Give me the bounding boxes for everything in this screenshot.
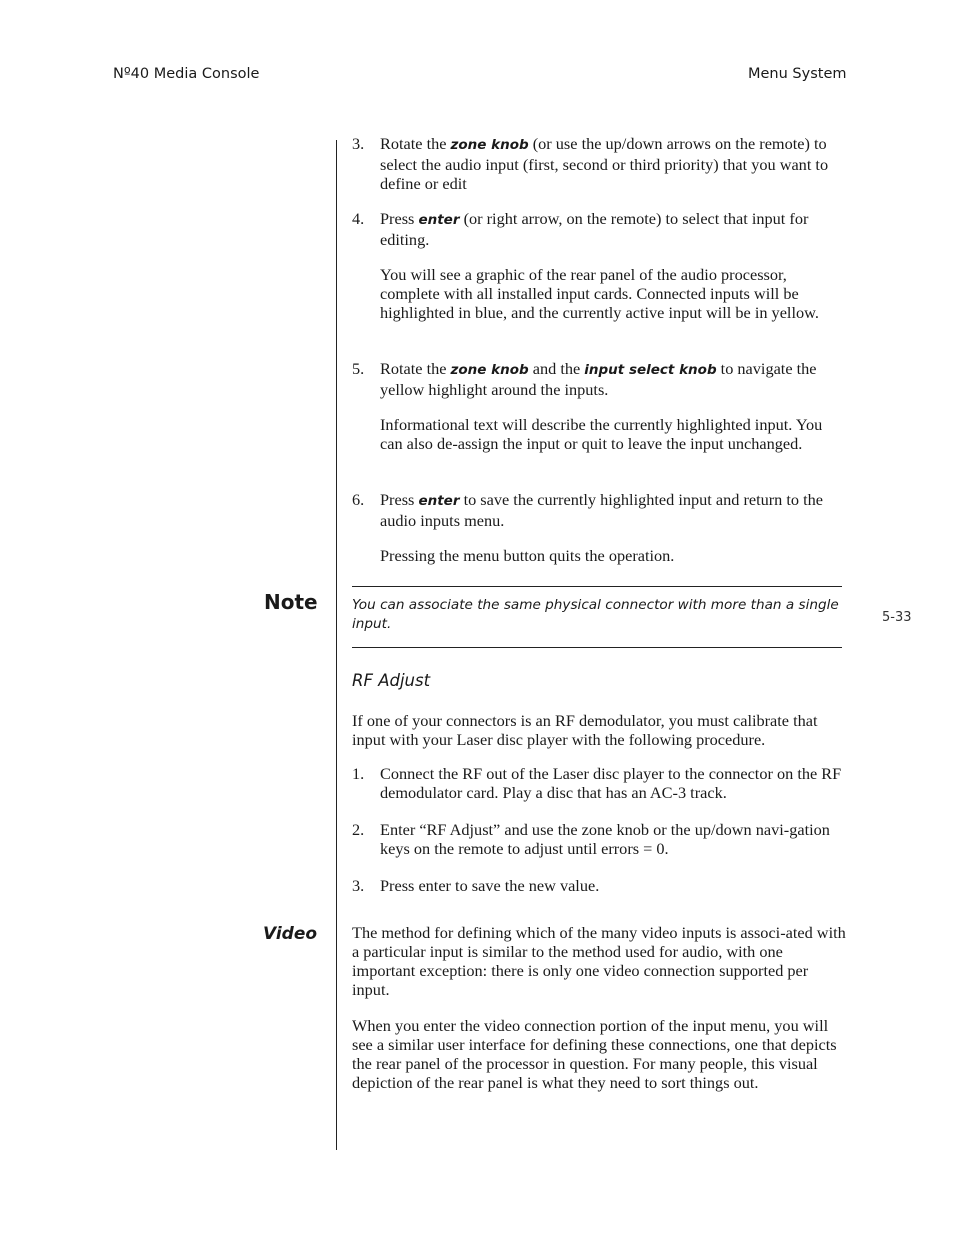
step-text <box>380 359 845 399</box>
step-text <box>380 209 845 249</box>
text: to navigate the yellow highlight around the inputs. <box>380 359 817 399</box>
paragraph: Pressing the menu button quits the operation. <box>380 546 675 565</box>
keyword: zone knob <box>450 362 529 378</box>
keyword: enter <box>418 493 460 509</box>
note-heading: Note <box>264 590 318 614</box>
step-number: 6. <box>352 490 365 509</box>
section-heading-video: Video <box>263 924 318 944</box>
text: Press <box>380 490 419 509</box>
text: Press <box>380 209 419 228</box>
text: (or use the up/down arrows on the remote) to select the audio input (first, second or third priority) that you want to define or edit <box>380 134 829 193</box>
paragraph: Informational text will describe the currently highlighted input. You can also de-assign the input or quit to leave the input unchanged. <box>380 415 823 453</box>
text: (or right arrow, on the remote) to select that input for editing. <box>380 209 809 249</box>
step-number: 3. <box>352 876 365 895</box>
paragraph: The method for defining which of the many video inputs is associ-ated with a particular input is similar to the method used for audio, with one important exception: there is only one video connection supported per input. <box>352 923 846 999</box>
text: Rotate the <box>380 134 451 153</box>
paragraph: When you enter the video connection portion of the input menu, you will see a similar user interface for defining these connections, one that depicts the rear panel of the processor in question. For many people, this visual depiction of the rear panel is what they need to sort things out. <box>352 1016 837 1092</box>
paragraph: You will see a graphic of the rear panel of the audio processor, complete with all installed input cards. Connected inputs will be highlighted in blue, and the currently active input will be in yellow. <box>380 265 819 322</box>
keyword: input select knob <box>584 362 717 378</box>
text: Rotate the <box>380 359 451 378</box>
step-number: 1. <box>352 764 365 783</box>
keyword: zone knob <box>450 137 529 153</box>
step-number: 3. <box>352 134 365 153</box>
step-text: Press enter to save the new value. <box>380 876 600 895</box>
step-text: Connect the RF out of the Laser disc player to the connector on the RF demodulator card. Play a disc that has an AC-3 track. <box>380 764 842 802</box>
running-header-section: Menu System <box>748 66 847 82</box>
note-text: You can associate the same physical connector with more than a single input. <box>352 597 839 632</box>
text: and the <box>528 359 585 378</box>
page-number: 5-33 <box>882 610 912 625</box>
step-text <box>380 134 845 193</box>
step-text: Enter “RF Adjust” and use the zone knob or the up/down navi-gation keys on the remote to adjust until errors = 0. <box>380 820 830 858</box>
note-top-rule <box>352 586 842 587</box>
running-header-title: Nº40 Media Console <box>113 66 260 82</box>
step-number: 5. <box>352 359 365 378</box>
step-text <box>380 490 845 530</box>
step-number: 2. <box>352 820 365 839</box>
keyword: enter <box>418 212 460 228</box>
note-bottom-rule <box>352 647 842 648</box>
margin-rule <box>336 140 337 1150</box>
step-number: 4. <box>352 209 365 228</box>
text: to save the currently highlighted input and return to the audio inputs menu. <box>380 490 824 530</box>
section-subheading: RF Adjust <box>352 671 431 690</box>
paragraph: If one of your connectors is an RF demodulator, you must calibrate that input with your Laser disc player with the following procedure. <box>352 711 818 749</box>
